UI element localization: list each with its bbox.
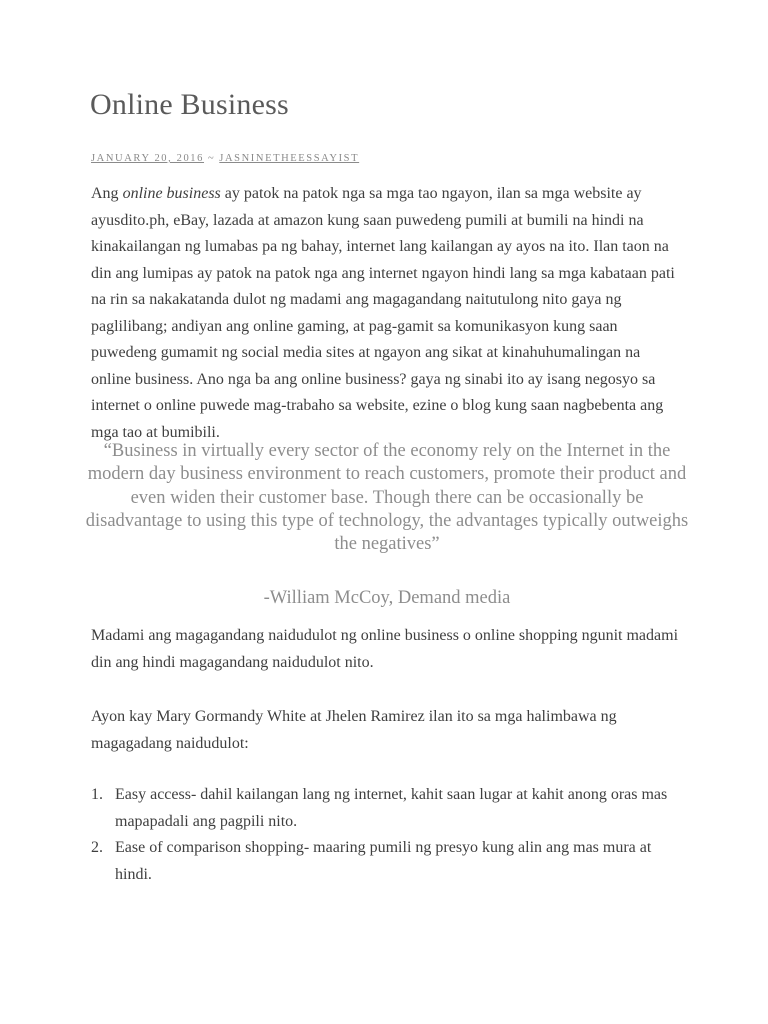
list-item-text: Easy access- dahil kailangan lang ng internet, kahit saan lugar at kahit anong oras mas mapapadali ang pagpili nito. [115,786,668,830]
post-date-link[interactable]: JANUARY 20, 2016 [91,153,205,164]
intro-paragraph [91,181,681,446]
list-item [91,835,681,888]
intro-lead: Ang [91,185,123,202]
quote-attribution: -William McCoy, Demand media [263,588,511,608]
list-item-text: Ease of comparison shopping- maaring pumili ng presyo kung alin ang mas mura at hindi. [115,839,652,883]
post-title: Online Business [90,88,289,121]
post-author-link[interactable]: JASNINETHEESSAYIST [219,153,360,164]
post-meta [91,153,359,164]
meta-separator: ~ [208,153,216,164]
intro-emphasis: online business [122,185,221,202]
list-item-number: 1. [91,786,103,803]
list-item [91,782,681,835]
quote-block: “Business in virtually every sector of the economy rely on the Internet in the modern day business environment to reach customers, promote their product and even widen their customer base. Though there can be occasionally be disadvantage to using this type of technology, the advantages typically outweighs the negatives” [85,441,689,555]
paragraph-advantages-disadvantages: Madami ang magagandang naidudulot ng online business o online shopping ngunit madami din ang hindi magagandang naidudulot nito. [91,627,679,671]
intro-rest: ay patok na patok nga sa mga tao ngayon, ilan sa mga website ay ayusdito.ph, eBay, lazada at amazon kung saan puwedeng pumili at bumili na hindi na kinakailangan ng lumabas pa ng bahay, internet lang kailangan ay ayos na ito. Ilan taon na din ang lumipas ay patok na patok nga ang internet ngayon hindi lang sa mga kabataan pati na rin sa nakakatanda dulot ng madami ang magagandang naitutulong nito gaya ng paglilibang; andiyan ang online gaming, at pag-gamit sa komunikasyon kung saan puwedeng gumamit ng social media sites at ngayon ang sikat at kinahuhumalingan na online business. Ano nga ba ang online business? gaya ng sinabi ito ay isang negosyo sa internet o online puwede mag-trabaho sa website, ezine o blog kung saan nagbebenta ang mga tao at bumibili. [91,185,675,441]
advantages-list [91,782,681,888]
paragraph-examples-intro: Ayon kay Mary Gormandy White at Jhelen Ramirez ilan ito sa mga halimbawa ng magagadang naidudulot: [91,708,617,752]
list-item-number: 2. [91,839,103,856]
